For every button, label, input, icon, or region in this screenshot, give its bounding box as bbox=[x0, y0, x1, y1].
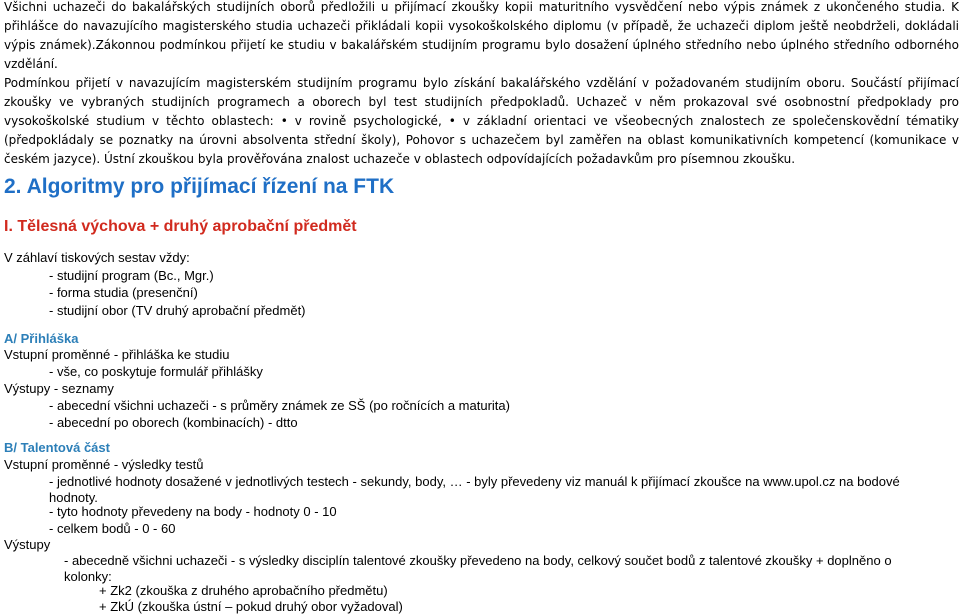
section-subheading: I. Tělesná výchova + druhý aprobační předmět bbox=[4, 218, 357, 235]
part-b-output-item: - abecedně všichni uchazeči - s výsledky disciplín talentové zkoušky převedeno na body, celkový součet bodů z talentové zkoušky + doplněno o kolonky: bbox=[64, 553, 892, 584]
part-b-plus-item-zk2: + Zk2 (zkouška z druhého aprobačního předmětu) bbox=[99, 583, 388, 598]
part-b-input-item-1: - jednotlivé hodnoty dosažené v jednotlivých testech - sekundy, body, … - byly převedeny viz manuál k přijímací zkoušce na www.upol.cz na bodové hodnoty. bbox=[49, 474, 900, 505]
intro-paragraph-2: Podmínkou přijetí v navazujícím magisterském studijním programu bylo získání bakalářského vzdělání v požadovaném studijním oboru. Součástí přijímací zkoušky ve vybraných studijních programech a oborech byl test studijních předpokladů. Uchazeč v něm prokazoval své osobnostní předpoklady pro vysokoškolské studium v těchto oblastech: • v rovině psychologické, • v základní orientaci ve všeobecných znalostech ze společenskovědní tématiky (předpokládaly se poznatky na úrovni absolventa střední školy), Pohovor s uchazečem byl zaměřen na oblast komunikativních kompetencí (komunikace v českém jazyce). Ústní zkouškou byla prověřována znalost uchazeče v oblastech odpovídajících požadavkům pro písemnou zkoušku. bbox=[4, 76, 959, 166]
header-item-form: - forma studia (presenční) bbox=[49, 285, 198, 300]
part-a-output-item-1: - abecední všichni uchazeči - s průměry známek ze SŠ (po ročnících a maturita) bbox=[49, 398, 510, 413]
part-a-heading: A/ Přihláška bbox=[4, 331, 79, 346]
intro-text bbox=[4, 0, 959, 169]
header-item-field: - studijní obor (TV druhý aprobační předmět) bbox=[49, 303, 306, 318]
part-b-input-item-3: - celkem bodů - 0 - 60 bbox=[49, 521, 176, 536]
part-a-input-label: Vstupní proměnné - přihláška ke studiu bbox=[4, 347, 230, 362]
part-a-output-label: Výstupy - seznamy bbox=[4, 381, 114, 396]
header-intro: V záhlaví tiskových sestav vždy: bbox=[4, 250, 190, 265]
part-a-input-item: - vše, co poskytuje formulář přihlášky bbox=[49, 364, 263, 379]
section-heading: 2. Algoritmy pro přijímací řízení na FTK bbox=[4, 175, 395, 198]
part-b-input-item-2: - tyto hodnoty převedeny na body - hodnoty 0 - 10 bbox=[49, 504, 337, 519]
part-b-output-label: Výstupy bbox=[4, 537, 51, 552]
part-b-heading: B/ Talentová část bbox=[4, 440, 110, 455]
intro-paragraph-1: Všichni uchazeči do bakalářských studijních oborů předložili u přijímací zkoušky kopii maturitního vysvědčení nebo výpis známek z ukončeného studia. K přihlášce do navazujícího magisterského studia uchazeči přikládali kopii vysokoškolského diplomu (v případě, že uchazeči diplom ještě neobdrželi, dokládali výpis známek).Zákonnou podmínkou přijetí ke studiu v bakalářském studijním programu bylo dosažení úplného středního nebo úplného středního odborného vzdělání. bbox=[4, 0, 959, 71]
header-item-program: - studijní program (Bc., Mgr.) bbox=[49, 268, 214, 283]
part-a-output-item-2: - abecední po oborech (kombinacích) - dtto bbox=[49, 415, 298, 430]
part-b-input-label: Vstupní proměnné - výsledky testů bbox=[4, 457, 204, 472]
part-b-plus-item-zku: + ZkÚ (zkouška ústní – pokud druhý obor vyžadoval) bbox=[99, 599, 403, 614]
